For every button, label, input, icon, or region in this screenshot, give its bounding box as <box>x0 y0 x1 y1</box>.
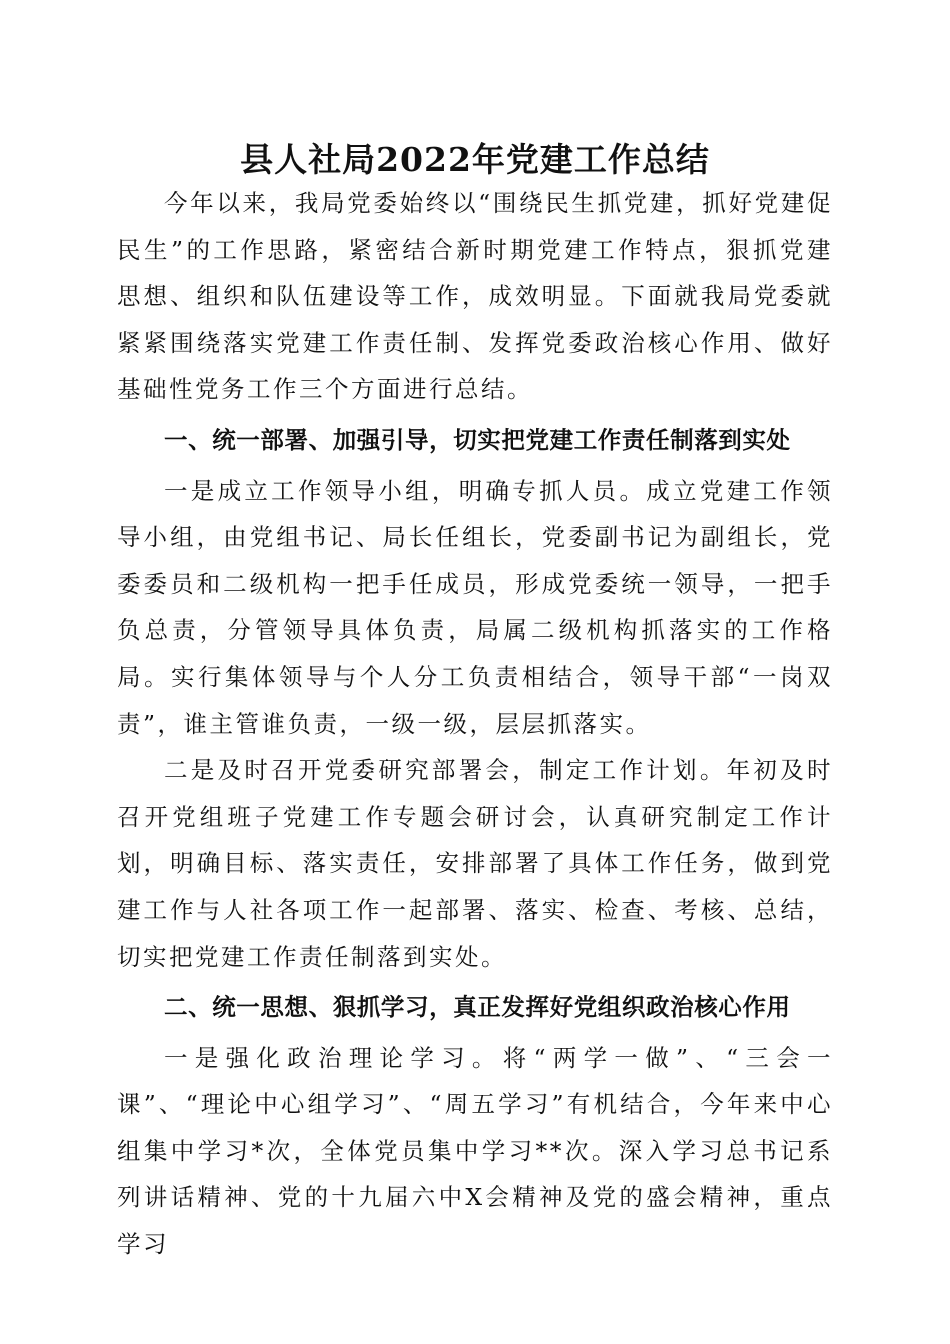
section2-paragraph-1 <box>117 1035 833 1268</box>
section1-paragraph-2 <box>117 747 833 980</box>
paragraph-lead: 一是强化政治理论学习。 <box>164 1043 503 1072</box>
paragraph-text: 将“两学一做”、“三会一课”、“理论中心组学习”、“周五学习”有机结合，今年来中心组集中学习*次，全体党员集中学习**次。深入学习总书记系列讲话精神、党的十九届六中X会精神及党的盛会精神，重点学习 <box>117 1043 834 1259</box>
document-title: 县人社局2022年党建工作总结 <box>240 140 710 179</box>
section-heading-1: 一、统一部署、加强引导，切实把党建工作责任制落到实处 <box>164 425 791 454</box>
section1-paragraph-1 <box>117 468 833 748</box>
paragraph-lead: 二是及时召开党委研究部署会，制定工作计划。 <box>164 756 727 785</box>
paragraph-lead: 一是成立工作领导小组，明确专抓人员。 <box>164 476 647 505</box>
paragraph-text: 成立党建工作领导小组，由党组书记、局长任组长，党委副书记为副组长，党委委员和二级机构一把手任成员，形成党委统一领导，一把手负总责，分管领导具体负责，局属二级机构抓落实的工作格局。实行集体领导与个人分工负责相结合，领导干部“一岗双责”，谁主管谁负责，一级一级，层层抓落实。 <box>117 476 833 738</box>
paragraph-text: 年初及时召开党组班子党建工作专题会研讨会，认真研究制定工作计划，明确目标、落实责任，安排部署了具体工作任务，做到党建工作与人社各项工作一起部署、落实、检查、考核、总结，切实把党建工作责任制落到实处。 <box>117 756 834 971</box>
section-heading-2: 二、统一思想、狠抓学习，真正发挥好党组织政治核心作用 <box>164 993 791 1022</box>
document-body <box>117 180 833 1268</box>
intro-paragraph: 今年以来，我局党委始终以“围绕民生抓党建，抓好党建促民生”的工作思路，紧密结合新时期党建工作特点，狠抓党建思想、组织和队伍建设等工作，成效明显。下面就我局党委就紧紧围绕落实党建工作责任制、发挥党委政治核心作用、做好基础性党务工作三个方面进行总结。 <box>117 189 833 404</box>
